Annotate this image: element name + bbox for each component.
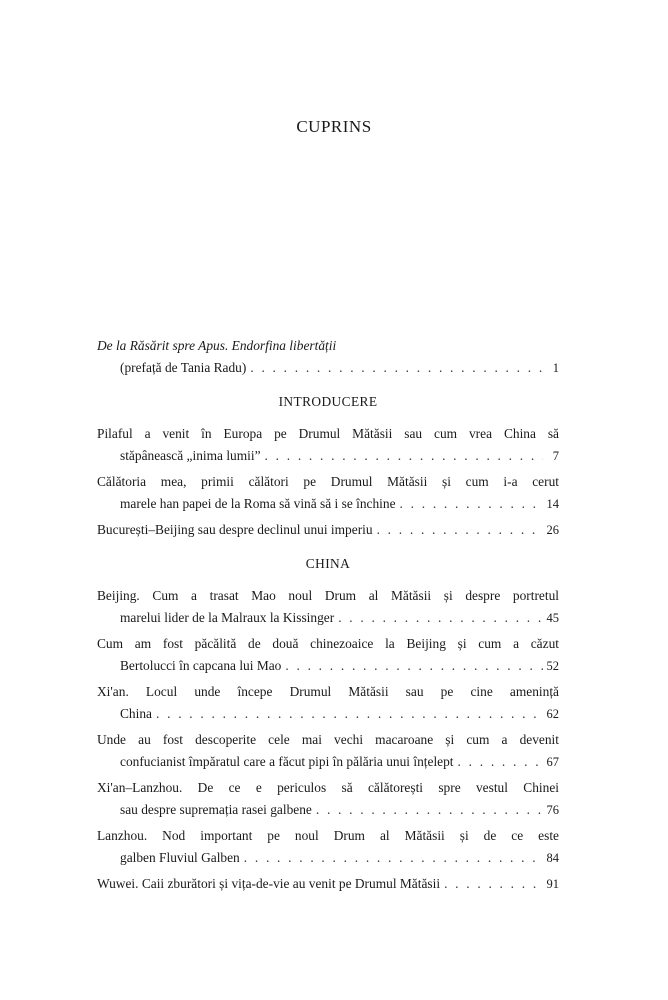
toc-entry-title: Xi'an. Locul unde începe Drumul Mătăsii sau pe cine amenință bbox=[97, 684, 559, 699]
page-number: 76 bbox=[546, 803, 559, 817]
section-heading: CHINA bbox=[305, 556, 351, 571]
toc-entry-title: De la Răsărit spre Apus. Endorfina libertății bbox=[97, 338, 337, 353]
toc-entry-continuation bbox=[97, 847, 559, 869]
toc-entry-title: Unde au fost descoperite cele mai vechi macaroane și cum a devenit bbox=[97, 732, 559, 747]
toc-entry-title-cont: confucianist împăratul care a făcut pipi în pălăria unui înțelept bbox=[120, 754, 454, 769]
toc-entry-continuation bbox=[97, 445, 559, 467]
toc-entry-continuation bbox=[97, 703, 559, 725]
toc-entry-title: Beijing. Cum a trasat Mao noul Drum al Mătăsii și despre portretul bbox=[97, 588, 559, 603]
toc-entry-line bbox=[97, 873, 559, 895]
toc-entry-title-cont: marele han papei de la Roma să vină să i se închine bbox=[120, 496, 396, 511]
dot-leader bbox=[246, 357, 543, 379]
dot-leader bbox=[373, 519, 543, 541]
page-number: 67 bbox=[546, 755, 559, 769]
page-number: 14 bbox=[546, 497, 559, 511]
toc-entry-continuation bbox=[97, 655, 559, 677]
toc-entry-title: Wuwei. Caii zburători și vița-de-vie au venit pe Drumul Mătăsii bbox=[97, 876, 441, 891]
toc-entry-title-cont: galben Fluviul Galben bbox=[120, 850, 240, 865]
dot-leader bbox=[440, 873, 543, 895]
toc-entry bbox=[97, 729, 559, 773]
toc-entry-line bbox=[97, 519, 559, 541]
toc-entry-title: Xi'an–Lanzhou. De ce e periculos să călătorești spre vestul Chinei bbox=[97, 780, 559, 795]
dot-leader bbox=[281, 655, 543, 677]
toc-entry-title: București–Beijing sau despre declinul unui imperiu bbox=[97, 522, 373, 537]
toc-entry-continuation bbox=[97, 493, 559, 515]
dot-leader bbox=[312, 799, 543, 821]
toc-entry-title-cont: marelui lider de la Malraux la Kissinger bbox=[120, 610, 335, 625]
section-heading: INTRODUCERE bbox=[278, 394, 378, 409]
toc-entry bbox=[97, 873, 559, 895]
toc-entry-continuation bbox=[97, 751, 559, 773]
dot-leader bbox=[152, 703, 543, 725]
toc-entry-preface bbox=[97, 335, 559, 379]
toc-entry bbox=[97, 633, 559, 677]
page-number: 62 bbox=[546, 707, 559, 721]
dot-leader bbox=[240, 847, 543, 869]
dot-leader bbox=[261, 445, 543, 467]
toc-entry-title-cont: China bbox=[120, 706, 152, 721]
page-number: 45 bbox=[546, 611, 559, 625]
toc-entry bbox=[97, 681, 559, 725]
toc-entry-title: Pilaful a venit în Europa pe Drumul Mătăsii sau cum vrea China să bbox=[97, 426, 559, 441]
toc-entry-title: Cum am fost păcălită de două chinezoaice la Beijing și cum a căzut bbox=[97, 636, 559, 651]
page-title: CUPRINS bbox=[296, 117, 372, 136]
page-number: 7 bbox=[552, 449, 559, 463]
toc-entry-title: Călătoria mea, primii călători pe Drumul Mătăsii și cum i-a cerut bbox=[97, 474, 559, 489]
toc-entry bbox=[97, 519, 559, 541]
page-number: 26 bbox=[546, 523, 559, 537]
page-number: 91 bbox=[546, 877, 559, 891]
dot-leader bbox=[334, 607, 543, 629]
toc-entry-continuation bbox=[97, 607, 559, 629]
toc-entry bbox=[97, 423, 559, 467]
dot-leader bbox=[396, 493, 543, 515]
toc-entry bbox=[97, 825, 559, 869]
dot-leader bbox=[454, 751, 543, 773]
toc-entry-continuation bbox=[97, 357, 559, 379]
toc-entry-title-cont: stăpânească „inima lumii” bbox=[120, 448, 261, 463]
toc-entry-title: Lanzhou. Nod important pe noul Drum al Mătăsii și de ce este bbox=[97, 828, 559, 843]
toc-entry bbox=[97, 471, 559, 515]
toc-entry-title-cont: Bertolucci în capcana lui Mao bbox=[120, 658, 282, 673]
toc-entry-subtitle: (prefață de Tania Radu) bbox=[120, 360, 247, 375]
toc-entry-continuation bbox=[97, 799, 559, 821]
toc-entry bbox=[97, 585, 559, 629]
page-number: 84 bbox=[546, 851, 559, 865]
page-number: 52 bbox=[546, 659, 559, 673]
table-of-contents bbox=[97, 335, 559, 899]
page-number: 1 bbox=[552, 361, 559, 375]
toc-entry bbox=[97, 777, 559, 821]
toc-entry-title-cont: sau despre supremația rasei galbene bbox=[120, 802, 312, 817]
